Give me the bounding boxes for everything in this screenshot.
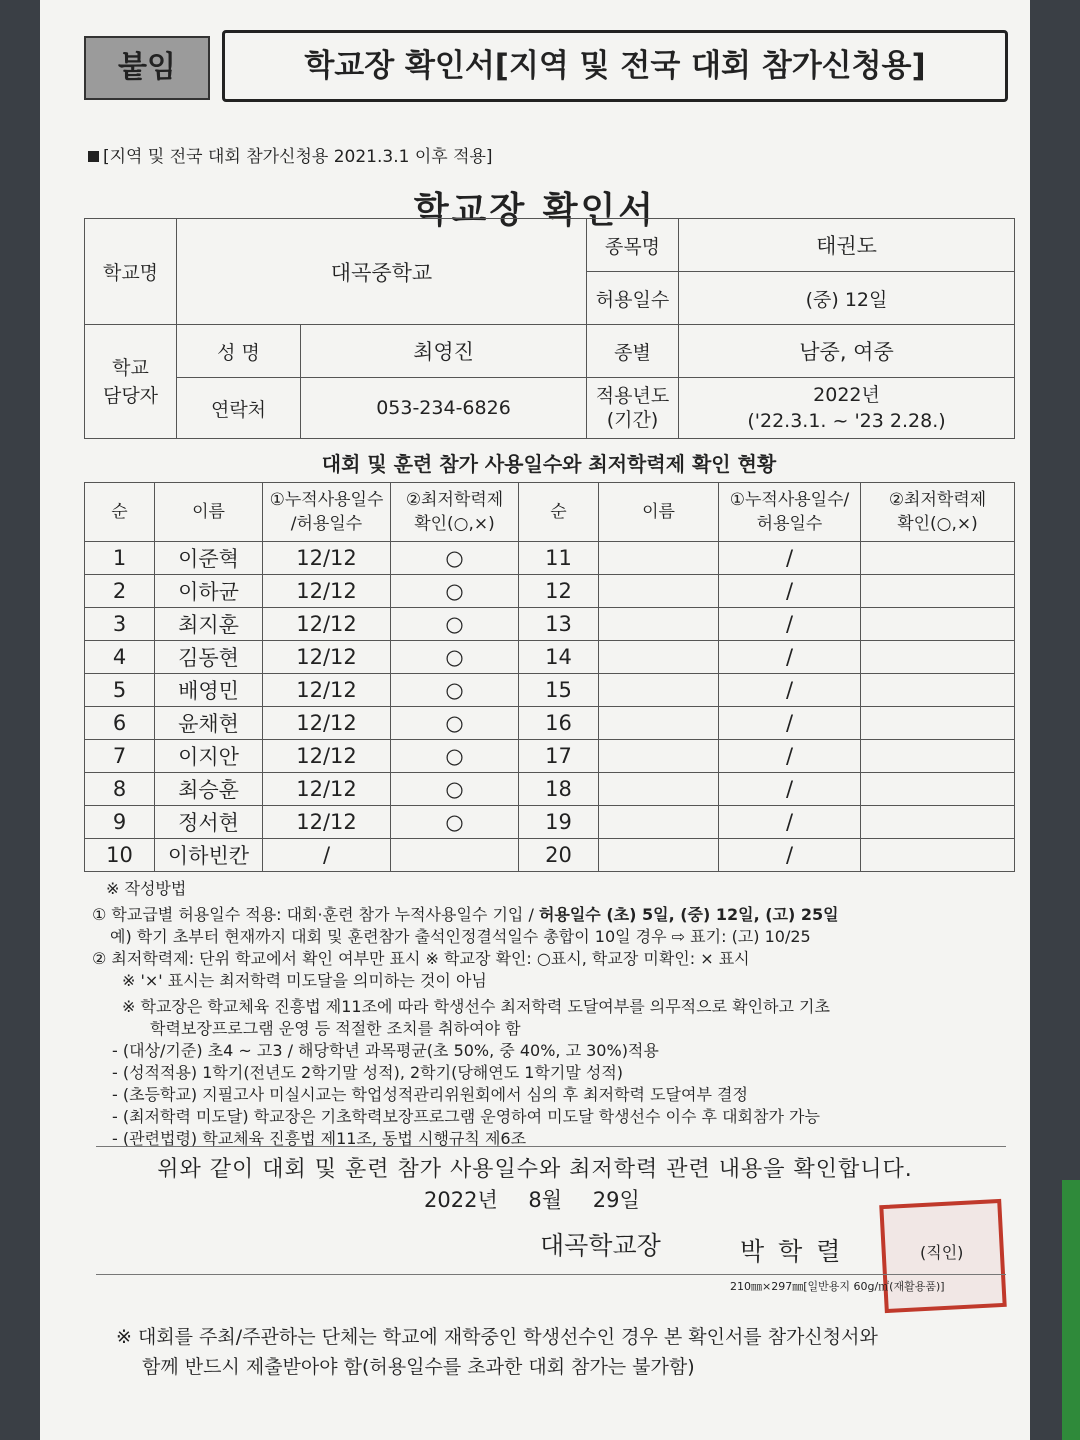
row-name-right	[599, 575, 719, 608]
contact-label: 연락처	[177, 378, 301, 439]
note-10: - (최저학력 미도달) 학교장은 기초학력보장프로그램 운영하여 미도달 학생선수 이수 후 대회참가 가능	[112, 1107, 820, 1126]
seal-mark: (직인)	[920, 1243, 964, 1262]
row-check	[391, 839, 519, 872]
row-name-right	[599, 773, 719, 806]
table-row	[85, 641, 1015, 674]
row-seq: 8	[85, 773, 155, 806]
row-days-right: /	[719, 608, 861, 641]
row-check: ○	[391, 542, 519, 575]
row-days: 12/12	[263, 740, 391, 773]
name-value: 최영진	[301, 325, 587, 378]
row-seq-right: 16	[519, 707, 599, 740]
row-name-right	[599, 740, 719, 773]
sport-label: 종목명	[587, 219, 679, 272]
row-check: ○	[391, 740, 519, 773]
row-days-right: /	[719, 542, 861, 575]
row-days-right: /	[719, 806, 861, 839]
row-seq-right: 13	[519, 608, 599, 641]
final-note: ※ 대회를 주최/주관하는 단체는 학교에 재학중인 학생선수인 경우 본 확인서를 참가신청서와 함께 반드시 제출받아야 함(허용일수를 초과한 대회 참가는 불가함)	[116, 1326, 878, 1378]
table-row	[85, 740, 1015, 773]
table-row	[85, 707, 1015, 740]
note-6: 학력보장프로그램 운영 등 적절한 조치를 취하여야 함	[150, 1019, 521, 1038]
row-seq: 9	[85, 806, 155, 839]
row-name: 최승훈	[155, 773, 263, 806]
header-days-right: ①누적사용일수/ 허용일수	[719, 483, 861, 542]
note-1: ① 학교급별 허용일수 적용: 대회·훈련 참가 누적사용일수 기입 / 허용일수 (초) 5일, (중) 12일, (고) 25일	[92, 905, 839, 924]
row-seq-right: 11	[519, 542, 599, 575]
school-value: 대곡중학교	[177, 219, 587, 325]
row-days: 12/12	[263, 674, 391, 707]
declaration: 위와 같이 대회 및 훈련 참가 사용일수와 최저학력 관련 내용을 확인합니다.	[157, 1157, 913, 1182]
paper-spec: 210㎜×297㎜[일반용지 60g/㎡(재활용품)]	[730, 1280, 945, 1293]
row-check: ○	[391, 674, 519, 707]
row-seq-right: 14	[519, 641, 599, 674]
divider-bottom	[96, 1274, 1006, 1275]
document-banner: 학교장 확인서[지역 및 전국 대회 참가신청용]	[222, 30, 1008, 102]
row-check: ○	[391, 641, 519, 674]
row-days-right: /	[719, 575, 861, 608]
row-name: 배영민	[155, 674, 263, 707]
header-days: ①누적사용일수 /허용일수	[263, 483, 391, 542]
row-seq-right: 12	[519, 575, 599, 608]
row-name-right	[599, 839, 719, 872]
page-title: 학교장 확인서	[413, 190, 657, 231]
row-days: 12/12	[263, 773, 391, 806]
signer-name: 박학렬	[740, 1237, 855, 1266]
row-check-right	[861, 608, 1015, 641]
allowed-value: (중) 12일	[679, 272, 1015, 325]
row-check-right	[861, 773, 1015, 806]
note-7: - (대상/기준) 초4 ~ 고3 / 해당학년 과목평균(초 50%, 중 40%, 고 30%)적용	[112, 1041, 659, 1060]
row-check-right	[861, 575, 1015, 608]
table-row	[85, 839, 1015, 872]
row-days: 12/12	[263, 707, 391, 740]
row-check: ○	[391, 806, 519, 839]
row-days: 12/12	[263, 806, 391, 839]
row-name: 이지안	[155, 740, 263, 773]
row-days-right: /	[719, 674, 861, 707]
header-name-right: 이름	[599, 483, 719, 542]
row-seq-right: 20	[519, 839, 599, 872]
category-value: 남중, 여중	[679, 325, 1015, 378]
row-days-right: /	[719, 740, 861, 773]
row-check-right	[861, 806, 1015, 839]
background-edge	[1062, 1180, 1080, 1440]
row-days: /	[263, 839, 391, 872]
notes-heading: ※ 작성방법	[106, 879, 187, 898]
row-name-right	[599, 641, 719, 674]
note-3: ② 최저학력제: 단위 학교에서 확인 여부만 표시 ※ 학교장 확인: ○표시, 학교장 미확인: × 표시	[92, 949, 750, 968]
row-seq: 7	[85, 740, 155, 773]
row-name: 이하빈칸	[155, 839, 263, 872]
year-value: 2022년 ('22.3.1. ~ '23 2.28.)	[679, 378, 1015, 439]
school-label: 학교명	[85, 219, 177, 325]
attachment-tag: 붙임	[84, 36, 210, 100]
header-check-right: ②최저학력제 확인(○,×)	[861, 483, 1015, 542]
row-check: ○	[391, 608, 519, 641]
row-seq: 10	[85, 839, 155, 872]
header-check: ②최저학력제 확인(○,×)	[391, 483, 519, 542]
row-name: 이준혁	[155, 542, 263, 575]
row-days: 12/12	[263, 608, 391, 641]
allowed-label: 허용일수	[587, 272, 679, 325]
row-check: ○	[391, 707, 519, 740]
note-9: - (초등학교) 지필고사 미실시교는 학업성적관리위원회에서 심의 후 최저학력 도달여부 결정	[112, 1085, 748, 1104]
row-seq: 2	[85, 575, 155, 608]
row-seq: 1	[85, 542, 155, 575]
row-seq: 5	[85, 674, 155, 707]
issue-date: 2022년 8월 29일	[424, 1188, 640, 1212]
row-days-right: /	[719, 773, 861, 806]
row-name-right	[599, 608, 719, 641]
header-name: 이름	[155, 483, 263, 542]
note-4: ※ '×' 표시는 최저학력 미도달을 의미하는 것이 아님	[122, 971, 487, 990]
row-check: ○	[391, 575, 519, 608]
row-seq-right: 15	[519, 674, 599, 707]
row-name-right	[599, 806, 719, 839]
header-seq-right: 순	[519, 483, 599, 542]
note-8: - (성적적용) 1학기(전년도 2학기말 성적), 2학기(당해연도 1학기말 성적)	[112, 1063, 624, 1082]
row-name-right	[599, 674, 719, 707]
row-seq: 3	[85, 608, 155, 641]
manager-label: 학교 담당자	[85, 325, 177, 439]
row-days: 12/12	[263, 575, 391, 608]
row-name: 최지훈	[155, 608, 263, 641]
divider	[96, 1146, 1006, 1147]
table-row	[85, 542, 1015, 575]
row-name: 이하균	[155, 575, 263, 608]
row-check-right	[861, 542, 1015, 575]
row-days-right: /	[719, 839, 861, 872]
status-section-title: 대회 및 훈련 참가 사용일수와 최저학력제 확인 현황	[321, 452, 777, 476]
row-days-right: /	[719, 641, 861, 674]
row-name: 윤채현	[155, 707, 263, 740]
table-row	[85, 608, 1015, 641]
row-days: 12/12	[263, 641, 391, 674]
row-seq-right: 17	[519, 740, 599, 773]
row-check-right	[861, 839, 1015, 872]
row-name: 김동현	[155, 641, 263, 674]
info-table	[84, 218, 1015, 439]
applicability-note: [지역 및 전국 대회 참가신청용 2021.3.1 이후 적용]	[88, 142, 493, 167]
table-row	[85, 674, 1015, 707]
row-days: 12/12	[263, 542, 391, 575]
note-2: 예) 학기 초부터 현재까지 대회 및 훈련참가 출석인정결석일수 총합이 10일 경우 ⇨ 표기: (고) 10/25	[110, 927, 811, 946]
row-name-right	[599, 707, 719, 740]
contact-value: 053-234-6826	[301, 378, 587, 439]
table-row	[85, 575, 1015, 608]
table-row	[85, 806, 1015, 839]
row-name: 정서현	[155, 806, 263, 839]
category-label: 종별	[587, 325, 679, 378]
signer-title: 대곡학교장	[540, 1231, 661, 1260]
note-5: ※ 학교장은 학교체육 진흥법 제11조에 따라 학생선수 최저학력 도달여부를 의무적으로 확인하고 기초	[122, 997, 830, 1016]
row-check-right	[861, 674, 1015, 707]
status-header-row	[85, 483, 1015, 542]
row-seq: 6	[85, 707, 155, 740]
header-seq: 순	[85, 483, 155, 542]
square-bullet-icon	[88, 151, 99, 162]
row-name-right	[599, 542, 719, 575]
sport-value: 태권도	[679, 219, 1015, 272]
note-11: - (관련법령) 학교체육 진흥법 제11조, 동법 시행규칙 제6조	[112, 1129, 527, 1148]
row-check: ○	[391, 773, 519, 806]
year-label: 적용년도 (기간)	[587, 378, 679, 439]
status-table	[84, 482, 1015, 872]
row-check-right	[861, 707, 1015, 740]
row-days-right: /	[719, 707, 861, 740]
document-paper	[40, 0, 1030, 1440]
table-row	[85, 773, 1015, 806]
row-check-right	[861, 740, 1015, 773]
row-seq: 4	[85, 641, 155, 674]
name-label: 성 명	[177, 325, 301, 378]
row-seq-right: 18	[519, 773, 599, 806]
row-seq-right: 19	[519, 806, 599, 839]
row-check-right	[861, 641, 1015, 674]
